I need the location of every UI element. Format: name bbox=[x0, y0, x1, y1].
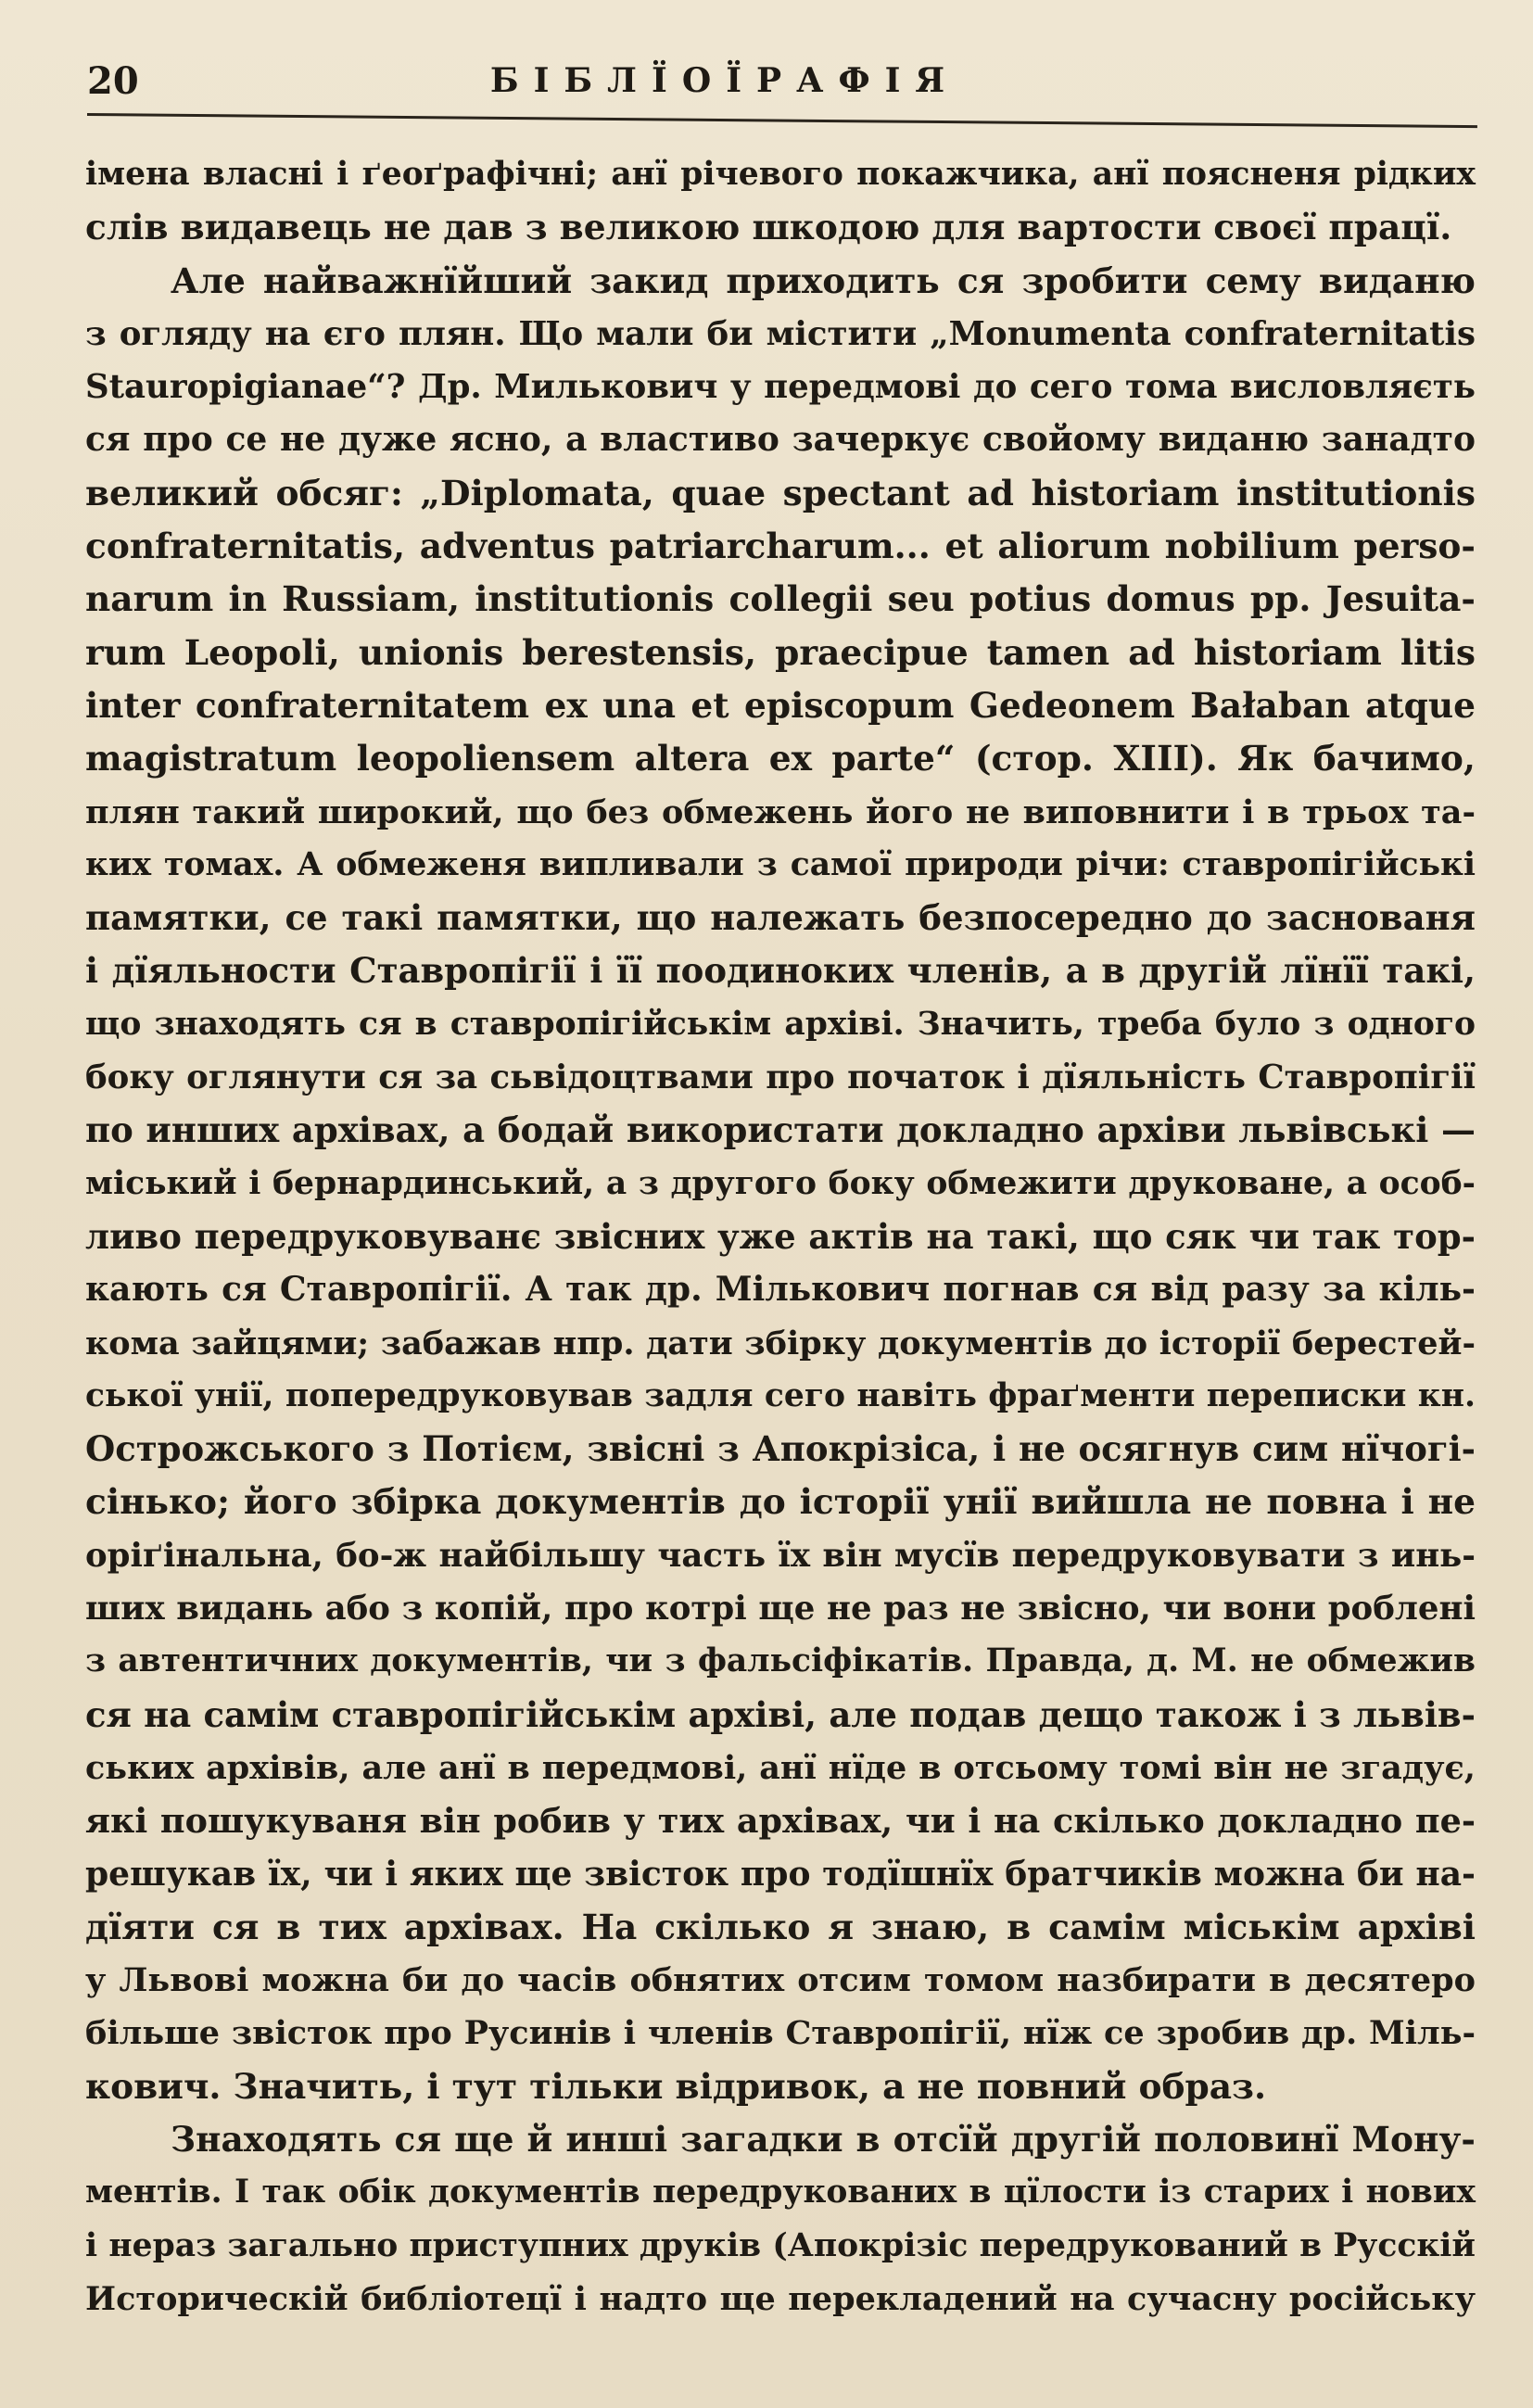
text-line: і дїяльности Ставропігії і її поодиноких членів, а в другій лїнїї такі, bbox=[85, 950, 1476, 992]
header-rule bbox=[87, 113, 1477, 128]
text-line: Знаходять ся ще й инші загадки в отсїй другій половинї Мону- bbox=[171, 2118, 1476, 2160]
text-line: у Львові можна би до часів обнятих отсим томом назбирати в десятеро bbox=[85, 1961, 1476, 2000]
text-line: імена власні і ґеоґрафічні; анї річевого покажчика, анї поясненя рідких bbox=[85, 156, 1476, 193]
text-line: сінько; його збірка документів до історії унії вийшла не повна і не bbox=[85, 1481, 1476, 1523]
text-line: rum Leopoli, unionis berestensis, praecipue tamen ad historiam litis bbox=[85, 631, 1476, 673]
text-line: боку оглянути ся за сьвідоцтвами про початок і дїяльність Ставропігії bbox=[85, 1058, 1476, 1097]
text-line: які пошукуваня він робив у тих архівах, чи і на скілько докладно пе- bbox=[85, 1801, 1476, 1842]
text-line: міський і бернардинський, а з другого боку обмежити друковане, а особ- bbox=[85, 1164, 1476, 1202]
page-number: 20 bbox=[87, 59, 139, 103]
text-line: і нераз загально приступних друків (Апокрізіс передрукований в Русскій bbox=[85, 2226, 1476, 2264]
text-line: Але найважнїйший закид приходить ся зробити сему виданю bbox=[171, 260, 1476, 301]
text-line: ся на самім ставропігійськім архіві, але подав дещо також і з львів- bbox=[85, 1693, 1476, 1735]
text-line: по инших архівах, а бодай використати докладно архіви львівські — bbox=[85, 1109, 1476, 1151]
text-line: плян такий широкий, що без обмежень його не виповнити і в трьох та- bbox=[85, 792, 1476, 831]
text-line: кома зайцями; забажав нпр. дати збірку документів до історії берестей- bbox=[85, 1324, 1476, 1362]
text-line: слів видавець не дав з великою шкодою для вартости своєї працї. bbox=[85, 207, 1452, 248]
text-line: ливо передруковуванє звісних уже актів на такі, що сяк чи так тор- bbox=[85, 1215, 1476, 1257]
page-header bbox=[87, 48, 1474, 113]
body-text bbox=[85, 148, 1476, 2326]
text-line: ких томах. А обмеженя випливали з самої природи річи: ставропігійські bbox=[85, 845, 1476, 883]
text-line: Историческій библіотецї і надто ще перекладений на сучасну російську bbox=[85, 2279, 1476, 2318]
text-line: з огляду на єго плян. Що мали би містити „Monumenta confraternitatis bbox=[85, 314, 1476, 353]
text-line: що знаходять ся в ставропігійськім архіві. Значить, треба було з одного bbox=[85, 1005, 1476, 1043]
text-line: дїяти ся в тих архівах. На скілько я знаю, в самім міськім архіві bbox=[85, 1906, 1476, 1947]
text-line: Stauropigianae“? Др. Милькович у передмові до сего тома висловляєть bbox=[85, 368, 1476, 407]
text-line: кович. Значить, і тут тільки відривок, а не повний образ. bbox=[85, 2065, 1267, 2107]
text-line: решукав їх, чи і яких ще звісток про тодїшнїх братчиків можна би на- bbox=[85, 1854, 1476, 1894]
text-line: inter confraternitatem ex una et episcopum Gedeonem Bałaban atque bbox=[85, 684, 1476, 726]
text-line: confraternitatis, adventus patriarcharum... et aliorum nobilium perso- bbox=[85, 526, 1476, 567]
text-line: ської унії, попередруковував задля сего навіть фраґменти переписки кн. bbox=[85, 1376, 1476, 1414]
text-line: ших видань або з копій, про котрі ще не раз не звісно, чи вони роблені bbox=[85, 1590, 1476, 1629]
text-line: оріґінальна, бо-ж найбільшу часть їх він мусїв передруковувати з инь- bbox=[85, 1536, 1476, 1575]
running-title: БІБЛЇОЇРАФІЯ bbox=[489, 61, 960, 100]
text-line: ся про се не дуже ясно, а властиво зачеркує свойому виданю занадто bbox=[85, 420, 1476, 460]
text-line: з автентичних документів, чи з фальсіфікатів. Правда, д. М. не обмежив bbox=[85, 1642, 1476, 1680]
text-line: памятки, се такі памятки, що належать безпосередно до заснованя bbox=[85, 897, 1476, 939]
text-line: ментів. І так обік документів передрукованих в цїлости із старих і нових bbox=[85, 2174, 1476, 2212]
text-line: ських архівів, але анї в передмові, анї нїде в отсьому томі він не згадує, bbox=[85, 1748, 1476, 1787]
text-line: великий обсяг: „Diplomata, quae spectant ad historiam institutionis bbox=[85, 472, 1476, 513]
text-line: більше звісток про Русинів і членів Ставропігії, нїж се зробив др. Міль- bbox=[85, 2014, 1476, 2053]
text-line: narum in Russiam, institutionis collegii seu potius domus pp. Jesuita- bbox=[85, 578, 1476, 620]
text-line: кають ся Ставропігії. А так др. Мількович погнав ся від разу за кіль- bbox=[85, 1270, 1476, 1310]
text-line: Острожського з Потієм, звісні з Апокрізіса, і не осягнув сим нїчогі- bbox=[85, 1428, 1476, 1470]
text-line: magistratum leopoliensem altera ex parte“ (стор. XIII). Як бачимо, bbox=[85, 738, 1476, 779]
